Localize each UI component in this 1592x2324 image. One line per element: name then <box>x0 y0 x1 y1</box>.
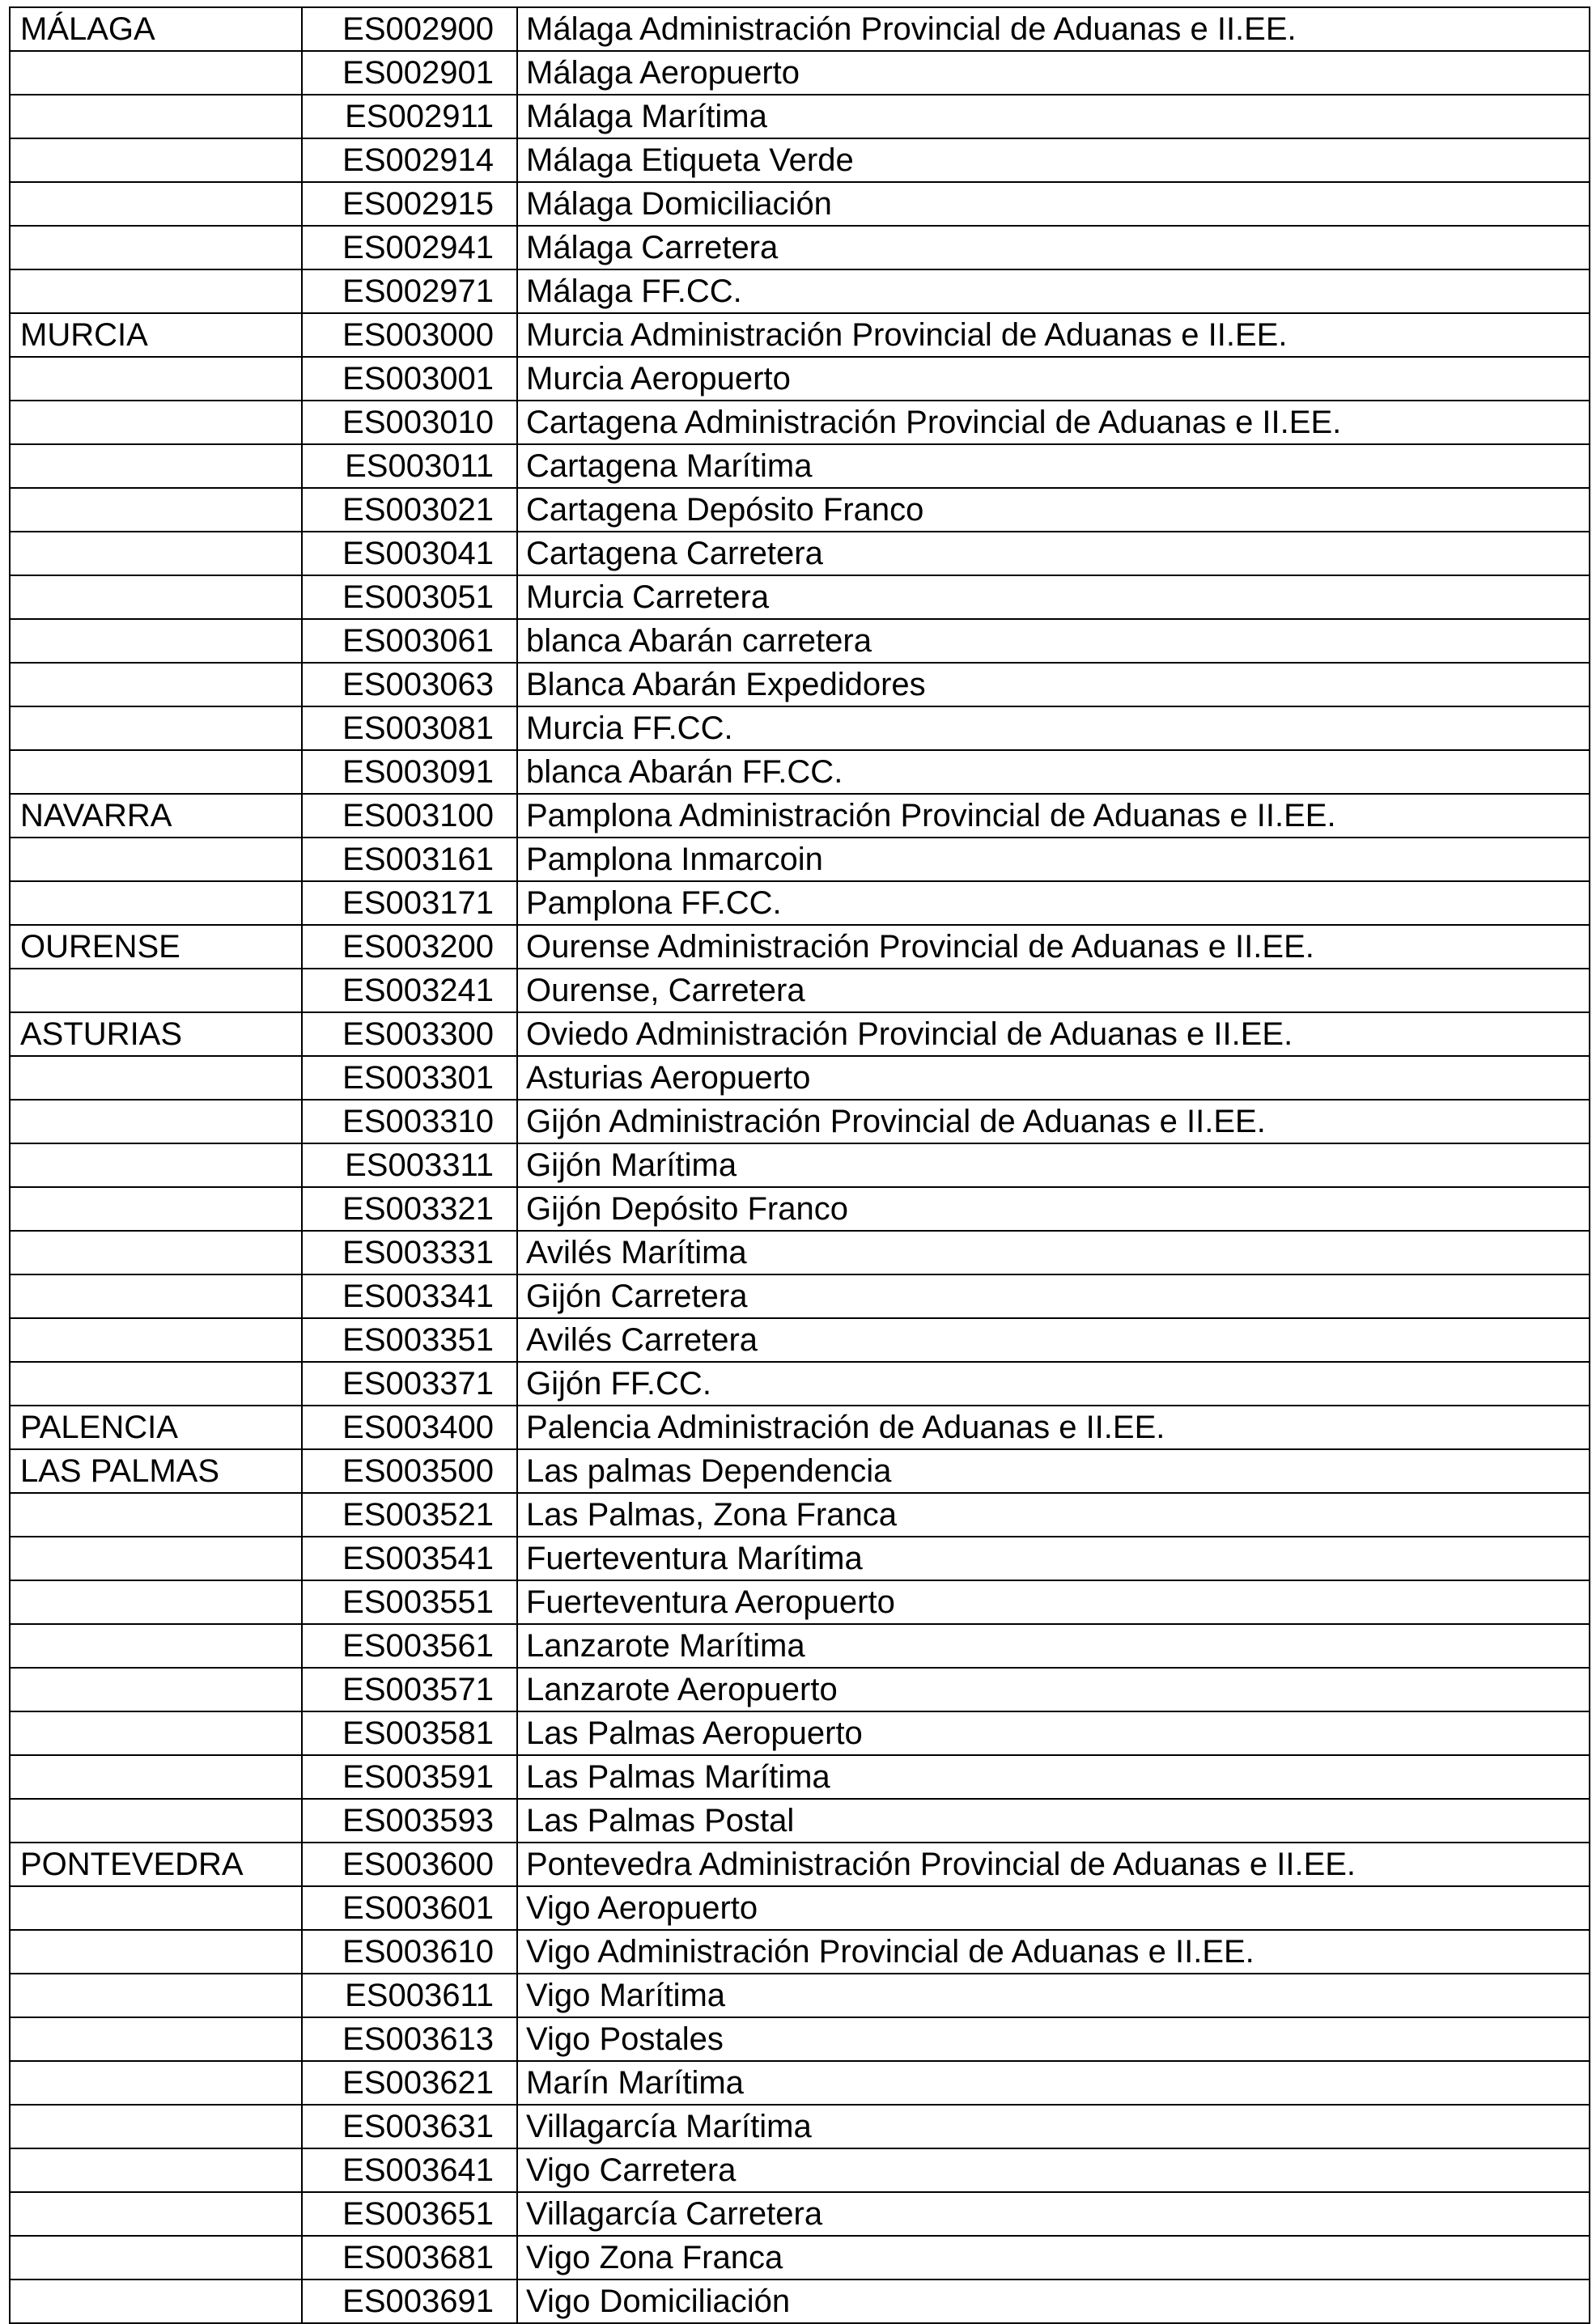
office-code-cell: ES003561 <box>302 1624 517 1668</box>
table-row <box>10 1187 1590 1231</box>
office-name-cell: blanca Abarán carretera <box>517 619 1590 663</box>
table-row <box>10 2148 1590 2192</box>
office-name-cell: Ourense Administración Provincial de Aduanas e II.EE. <box>517 925 1590 969</box>
office-name-cell: Gijón Carretera <box>517 1274 1590 1318</box>
office-code-cell: ES003613 <box>302 2017 517 2061</box>
province-cell <box>10 1100 302 1143</box>
office-name-cell: Lanzarote Marítima <box>517 1624 1590 1668</box>
office-code-cell: ES003311 <box>302 1143 517 1187</box>
province-cell <box>10 401 302 444</box>
table-row <box>10 182 1590 226</box>
office-code-cell: ES003551 <box>302 1580 517 1624</box>
province-cell <box>10 1930 302 1974</box>
table-row <box>10 138 1590 182</box>
table-row <box>10 1886 1590 1930</box>
office-name-cell: Málaga Carretera <box>517 226 1590 269</box>
office-name-cell: Pontevedra Administración Provincial de Aduanas e II.EE. <box>517 1843 1590 1886</box>
office-name-cell: Vigo Domiciliación <box>517 2279 1590 2323</box>
table-row <box>10 1799 1590 1843</box>
office-name-cell: Vigo Aeropuerto <box>517 1886 1590 1930</box>
table-row <box>10 925 1590 969</box>
office-code-cell: ES003500 <box>302 1449 517 1493</box>
office-name-cell: Villagarcía Marítima <box>517 2105 1590 2148</box>
office-name-cell: Málaga FF.CC. <box>517 269 1590 313</box>
province-cell <box>10 969 302 1012</box>
table-row <box>10 226 1590 269</box>
office-code-cell: ES003591 <box>302 1755 517 1799</box>
office-code-cell: ES003081 <box>302 706 517 750</box>
office-code-cell: ES003600 <box>302 1843 517 1886</box>
office-code-cell: ES003601 <box>302 1886 517 1930</box>
province-cell <box>10 2105 302 2148</box>
table-row <box>10 706 1590 750</box>
office-code-cell: ES003001 <box>302 357 517 401</box>
province-cell: OURENSE <box>10 925 302 969</box>
office-name-cell: Blanca Abarán Expedidores <box>517 663 1590 706</box>
office-code-cell: ES003021 <box>302 488 517 532</box>
office-name-cell: Pamplona Administración Provincial de Aduanas e II.EE. <box>517 794 1590 838</box>
province-cell <box>10 1274 302 1318</box>
office-code-cell: ES003200 <box>302 925 517 969</box>
table-row <box>10 750 1590 794</box>
table-row <box>10 2017 1590 2061</box>
province-cell: LAS PALMAS <box>10 1449 302 1493</box>
province-cell <box>10 1056 302 1100</box>
table-row <box>10 1318 1590 1362</box>
province-cell <box>10 2236 302 2279</box>
office-name-cell: Marín Marítima <box>517 2061 1590 2105</box>
table-row <box>10 1274 1590 1318</box>
customs-offices-table <box>9 6 1590 2324</box>
office-name-cell: Cartagena Marítima <box>517 444 1590 488</box>
office-code-cell: ES002911 <box>302 95 517 138</box>
province-cell <box>10 575 302 619</box>
table-row <box>10 794 1590 838</box>
office-code-cell: ES003521 <box>302 1493 517 1537</box>
province-cell <box>10 1362 302 1406</box>
office-code-cell: ES002971 <box>302 269 517 313</box>
office-code-cell: ES003300 <box>302 1012 517 1056</box>
province-cell <box>10 881 302 925</box>
province-cell <box>10 532 302 575</box>
province-cell <box>10 2017 302 2061</box>
province-cell <box>10 1318 302 1362</box>
office-name-cell: Avilés Carretera <box>517 1318 1590 1362</box>
table-row <box>10 1580 1590 1624</box>
province-cell <box>10 138 302 182</box>
province-cell <box>10 2148 302 2192</box>
office-code-cell: ES002901 <box>302 51 517 95</box>
table-row <box>10 1012 1590 1056</box>
province-cell <box>10 750 302 794</box>
office-name-cell: Asturias Aeropuerto <box>517 1056 1590 1100</box>
province-cell <box>10 619 302 663</box>
office-name-cell: Avilés Marítima <box>517 1231 1590 1274</box>
table-row <box>10 1974 1590 2017</box>
office-name-cell: Málaga Administración Provincial de Aduanas e II.EE. <box>517 7 1590 51</box>
office-code-cell: ES003000 <box>302 313 517 357</box>
office-code-cell: ES003691 <box>302 2279 517 2323</box>
table-row <box>10 2105 1590 2148</box>
office-name-cell: Las Palmas Aeropuerto <box>517 1711 1590 1755</box>
table-row <box>10 663 1590 706</box>
province-cell <box>10 2061 302 2105</box>
office-code-cell: ES003241 <box>302 969 517 1012</box>
office-name-cell: Gijón Marítima <box>517 1143 1590 1187</box>
province-cell <box>10 1231 302 1274</box>
office-code-cell: ES003351 <box>302 1318 517 1362</box>
province-cell <box>10 2192 302 2236</box>
table-row <box>10 838 1590 881</box>
table-row <box>10 532 1590 575</box>
office-name-cell: Villagarcía Carretera <box>517 2192 1590 2236</box>
office-code-cell: ES003371 <box>302 1362 517 1406</box>
table-row <box>10 488 1590 532</box>
office-code-cell: ES003161 <box>302 838 517 881</box>
table-row <box>10 619 1590 663</box>
province-cell <box>10 444 302 488</box>
office-name-cell: Pamplona FF.CC. <box>517 881 1590 925</box>
office-code-cell: ES002914 <box>302 138 517 182</box>
office-name-cell: blanca Abarán FF.CC. <box>517 750 1590 794</box>
office-name-cell: Gijón Depósito Franco <box>517 1187 1590 1231</box>
office-name-cell: Vigo Marítima <box>517 1974 1590 2017</box>
office-name-cell: Oviedo Administración Provincial de Aduanas e II.EE. <box>517 1012 1590 1056</box>
office-name-cell: Vigo Postales <box>517 2017 1590 2061</box>
province-cell: MÁLAGA <box>10 7 302 51</box>
office-name-cell: Málaga Domiciliación <box>517 182 1590 226</box>
province-cell <box>10 706 302 750</box>
office-code-cell: ES003610 <box>302 1930 517 1974</box>
office-code-cell: ES003321 <box>302 1187 517 1231</box>
table-row <box>10 1843 1590 1886</box>
office-code-cell: ES003681 <box>302 2236 517 2279</box>
province-cell: ASTURIAS <box>10 1012 302 1056</box>
province-cell <box>10 663 302 706</box>
table-row <box>10 1143 1590 1187</box>
office-name-cell: Las Palmas Marítima <box>517 1755 1590 1799</box>
office-name-cell: Vigo Carretera <box>517 2148 1590 2192</box>
province-cell <box>10 488 302 532</box>
table-row <box>10 7 1590 51</box>
office-name-cell: Vigo Zona Franca <box>517 2236 1590 2279</box>
office-code-cell: ES003571 <box>302 1668 517 1711</box>
province-cell <box>10 1974 302 2017</box>
office-code-cell: ES003631 <box>302 2105 517 2148</box>
province-cell <box>10 1493 302 1537</box>
office-code-cell: ES003100 <box>302 794 517 838</box>
office-code-cell: ES003011 <box>302 444 517 488</box>
office-name-cell: Vigo Administración Provincial de Aduanas e II.EE. <box>517 1930 1590 1974</box>
office-name-cell: Cartagena Administración Provincial de Aduanas e II.EE. <box>517 401 1590 444</box>
province-cell <box>10 1668 302 1711</box>
table-row <box>10 95 1590 138</box>
table-row <box>10 2236 1590 2279</box>
office-code-cell: ES003171 <box>302 881 517 925</box>
office-name-cell: Ourense, Carretera <box>517 969 1590 1012</box>
table-row <box>10 1056 1590 1100</box>
province-cell <box>10 1711 302 1755</box>
office-name-cell: Pamplona Inmarcoin <box>517 838 1590 881</box>
office-name-cell: Murcia Administración Provincial de Aduanas e II.EE. <box>517 313 1590 357</box>
office-code-cell: ES003091 <box>302 750 517 794</box>
office-code-cell: ES002900 <box>302 7 517 51</box>
office-code-cell: ES002915 <box>302 182 517 226</box>
province-cell <box>10 838 302 881</box>
office-name-cell: Gijón Administración Provincial de Aduanas e II.EE. <box>517 1100 1590 1143</box>
office-name-cell: Málaga Etiqueta Verde <box>517 138 1590 182</box>
table-row <box>10 1711 1590 1755</box>
office-name-cell: Murcia Aeropuerto <box>517 357 1590 401</box>
table-row <box>10 1668 1590 1711</box>
office-code-cell: ES003051 <box>302 575 517 619</box>
office-code-cell: ES003331 <box>302 1231 517 1274</box>
province-cell <box>10 1624 302 1668</box>
table-row <box>10 444 1590 488</box>
province-cell <box>10 2279 302 2323</box>
province-cell: NAVARRA <box>10 794 302 838</box>
office-name-cell: Murcia FF.CC. <box>517 706 1590 750</box>
province-cell: MURCIA <box>10 313 302 357</box>
office-code-cell: ES003341 <box>302 1274 517 1318</box>
table-row <box>10 2061 1590 2105</box>
table-row <box>10 1362 1590 1406</box>
office-code-cell: ES003061 <box>302 619 517 663</box>
table-row <box>10 1624 1590 1668</box>
office-name-cell: Las palmas Dependencia <box>517 1449 1590 1493</box>
table-row <box>10 881 1590 925</box>
table-row <box>10 2279 1590 2323</box>
table-row <box>10 2192 1590 2236</box>
table-row <box>10 969 1590 1012</box>
province-cell <box>10 1755 302 1799</box>
province-cell <box>10 1187 302 1231</box>
province-cell: PALENCIA <box>10 1406 302 1449</box>
office-name-cell: Palencia Administración de Aduanas e II.EE. <box>517 1406 1590 1449</box>
table-row <box>10 1930 1590 1974</box>
office-code-cell: ES003541 <box>302 1537 517 1580</box>
office-name-cell: Gijón FF.CC. <box>517 1362 1590 1406</box>
province-cell <box>10 1580 302 1624</box>
province-cell <box>10 269 302 313</box>
office-code-cell: ES003593 <box>302 1799 517 1843</box>
office-code-cell: ES003041 <box>302 532 517 575</box>
office-code-cell: ES003310 <box>302 1100 517 1143</box>
office-name-cell: Lanzarote Aeropuerto <box>517 1668 1590 1711</box>
table-row <box>10 401 1590 444</box>
office-code-cell: ES003063 <box>302 663 517 706</box>
office-code-cell: ES003641 <box>302 2148 517 2192</box>
office-code-cell: ES003400 <box>302 1406 517 1449</box>
office-code-cell: ES003651 <box>302 2192 517 2236</box>
table-row <box>10 269 1590 313</box>
province-cell <box>10 1799 302 1843</box>
province-cell: PONTEVEDRA <box>10 1843 302 1886</box>
office-name-cell: Málaga Aeropuerto <box>517 51 1590 95</box>
table-row <box>10 1449 1590 1493</box>
office-name-cell: Cartagena Depósito Franco <box>517 488 1590 532</box>
table-row <box>10 1755 1590 1799</box>
office-code-cell: ES002941 <box>302 226 517 269</box>
province-cell <box>10 357 302 401</box>
table-row <box>10 1406 1590 1449</box>
office-code-cell: ES003621 <box>302 2061 517 2105</box>
office-code-cell: ES003010 <box>302 401 517 444</box>
office-name-cell: Cartagena Carretera <box>517 532 1590 575</box>
table-row <box>10 1537 1590 1580</box>
table-row <box>10 51 1590 95</box>
table-row <box>10 1231 1590 1274</box>
table-row <box>10 1100 1590 1143</box>
province-cell <box>10 1143 302 1187</box>
office-name-cell: Murcia Carretera <box>517 575 1590 619</box>
province-cell <box>10 182 302 226</box>
office-name-cell: Málaga Marítima <box>517 95 1590 138</box>
office-name-cell: Fuerteventura Aeropuerto <box>517 1580 1590 1624</box>
table-row <box>10 575 1590 619</box>
office-code-cell: ES003611 <box>302 1974 517 2017</box>
office-name-cell: Fuerteventura Marítima <box>517 1537 1590 1580</box>
office-code-cell: ES003301 <box>302 1056 517 1100</box>
office-code-cell: ES003581 <box>302 1711 517 1755</box>
table-row <box>10 1493 1590 1537</box>
province-cell <box>10 226 302 269</box>
office-name-cell: Las Palmas Postal <box>517 1799 1590 1843</box>
table-row <box>10 357 1590 401</box>
office-name-cell: Las Palmas, Zona Franca <box>517 1493 1590 1537</box>
province-cell <box>10 51 302 95</box>
province-cell <box>10 1886 302 1930</box>
table-row <box>10 313 1590 357</box>
province-cell <box>10 95 302 138</box>
province-cell <box>10 1537 302 1580</box>
table-body <box>10 7 1590 2323</box>
